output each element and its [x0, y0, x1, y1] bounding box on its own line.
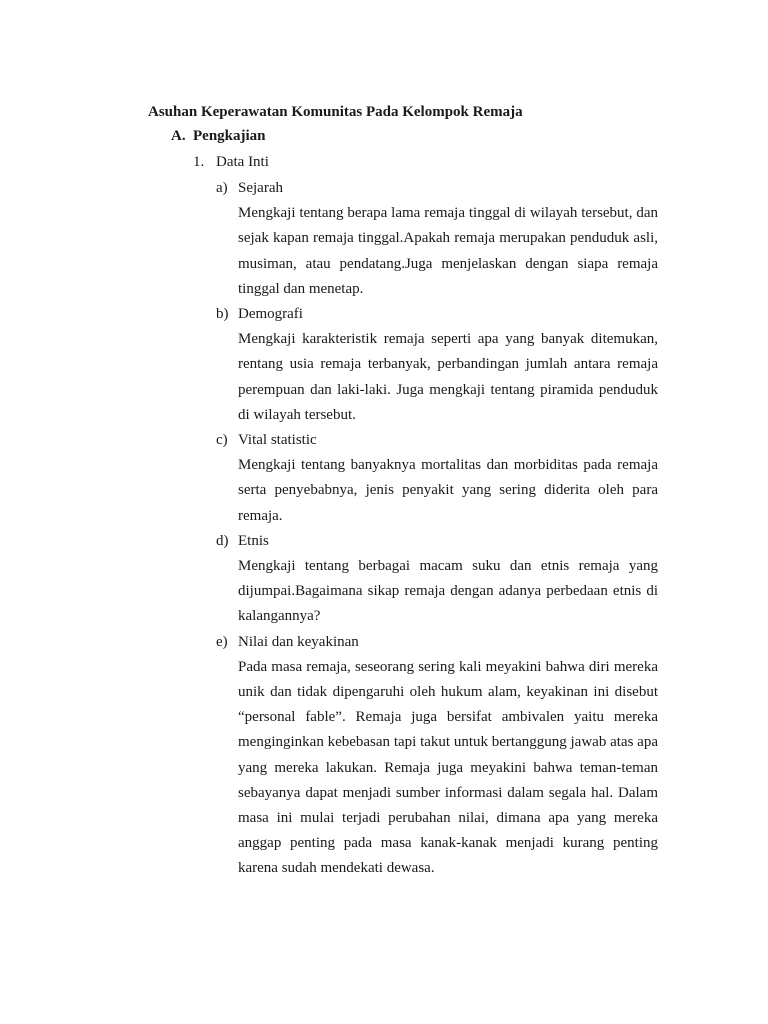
list-item-vital-statistic — [216, 428, 658, 529]
section-marker: A. — [171, 128, 186, 144]
subsection-data-inti — [193, 151, 269, 173]
item-title: Nilai dan keyakinan — [238, 633, 359, 650]
subsection-marker: 1. — [193, 154, 205, 170]
section-heading-text: Pengkajian — [193, 128, 266, 144]
list-item-demografi — [216, 302, 658, 428]
subsection-heading-text: Data Inti — [216, 154, 269, 170]
item-title-row — [216, 630, 658, 655]
item-marker: d) — [216, 532, 229, 549]
item-title: Vital statistic — [238, 432, 317, 449]
item-paragraph: Mengkaji tentang berbagai macam suku dan etnis remaja yang dijumpai.Bagaimana sikap remaja dengan adanya perbedaan etnis di kalangannya? — [238, 558, 658, 625]
item-marker: e) — [216, 633, 228, 650]
item-marker: b) — [216, 306, 229, 323]
list-item-nilai-dan-keyakinan — [216, 630, 658, 882]
item-marker: a) — [216, 180, 228, 196]
item-paragraph: Mengkaji tentang banyaknya mortalitas dan morbiditas pada remaja serta penyebabnya, jenis penyakit yang sering diderita oleh para remaja. — [238, 457, 658, 524]
item-title-row — [216, 302, 658, 327]
item-paragraph: Mengkaji tentang berapa lama remaja tinggal di wilayah tersebut, dan sejak kapan remaja tinggal.Apakah remaja merupakan penduduk asli, musiman, atau pendatang.Juga menjelaskan dengan siapa remaja tinggal dan menetap. — [238, 205, 658, 297]
item-marker: c) — [216, 432, 228, 449]
item-list — [216, 176, 658, 882]
item-paragraph: Pada masa remaja, seseorang sering kali meyakini bahwa diri mereka unik dan tidak dipengaruhi oleh hukum alam, keyakinan ini disebut “personal fable”. Remaja juga bersifat ambivalen yaitu mereka menginginkan kebebasan tapi takut untuk bertanggung jawab atas apa yang mereka lakukan. Remaja juga meyakini bahwa teman-teman sebayanya dapat menjadi sumber informasi dalam segala hal. Dalam masa ini mulai terjadi perubahan nilai, dimana apa yang mereka anggap penting pada masa kanak-kanak menjadi kurang penting karena sudah mendekati dewasa. — [238, 658, 658, 877]
item-title-row — [216, 176, 658, 201]
item-title-row — [216, 428, 658, 453]
item-title: Sejarah — [238, 180, 283, 196]
document-title: Asuhan Keperawatan Komunitas Pada Kelompok Remaja — [148, 104, 523, 120]
item-paragraph: Mengkaji karakteristik remaja seperti apa yang banyak ditemukan, rentang usia remaja terbanyak, perbandingan jumlah antara remaja perempuan dan laki-laki. Juga mengkaji tentang piramida penduduk di wilayah tersebut. — [238, 331, 658, 423]
item-title-row — [216, 529, 658, 554]
item-title: Etnis — [238, 532, 269, 549]
item-title: Demografi — [238, 306, 303, 323]
section-heading-pengkajian — [171, 125, 266, 147]
list-item-sejarah — [216, 176, 658, 302]
list-item-etnis — [216, 529, 658, 630]
